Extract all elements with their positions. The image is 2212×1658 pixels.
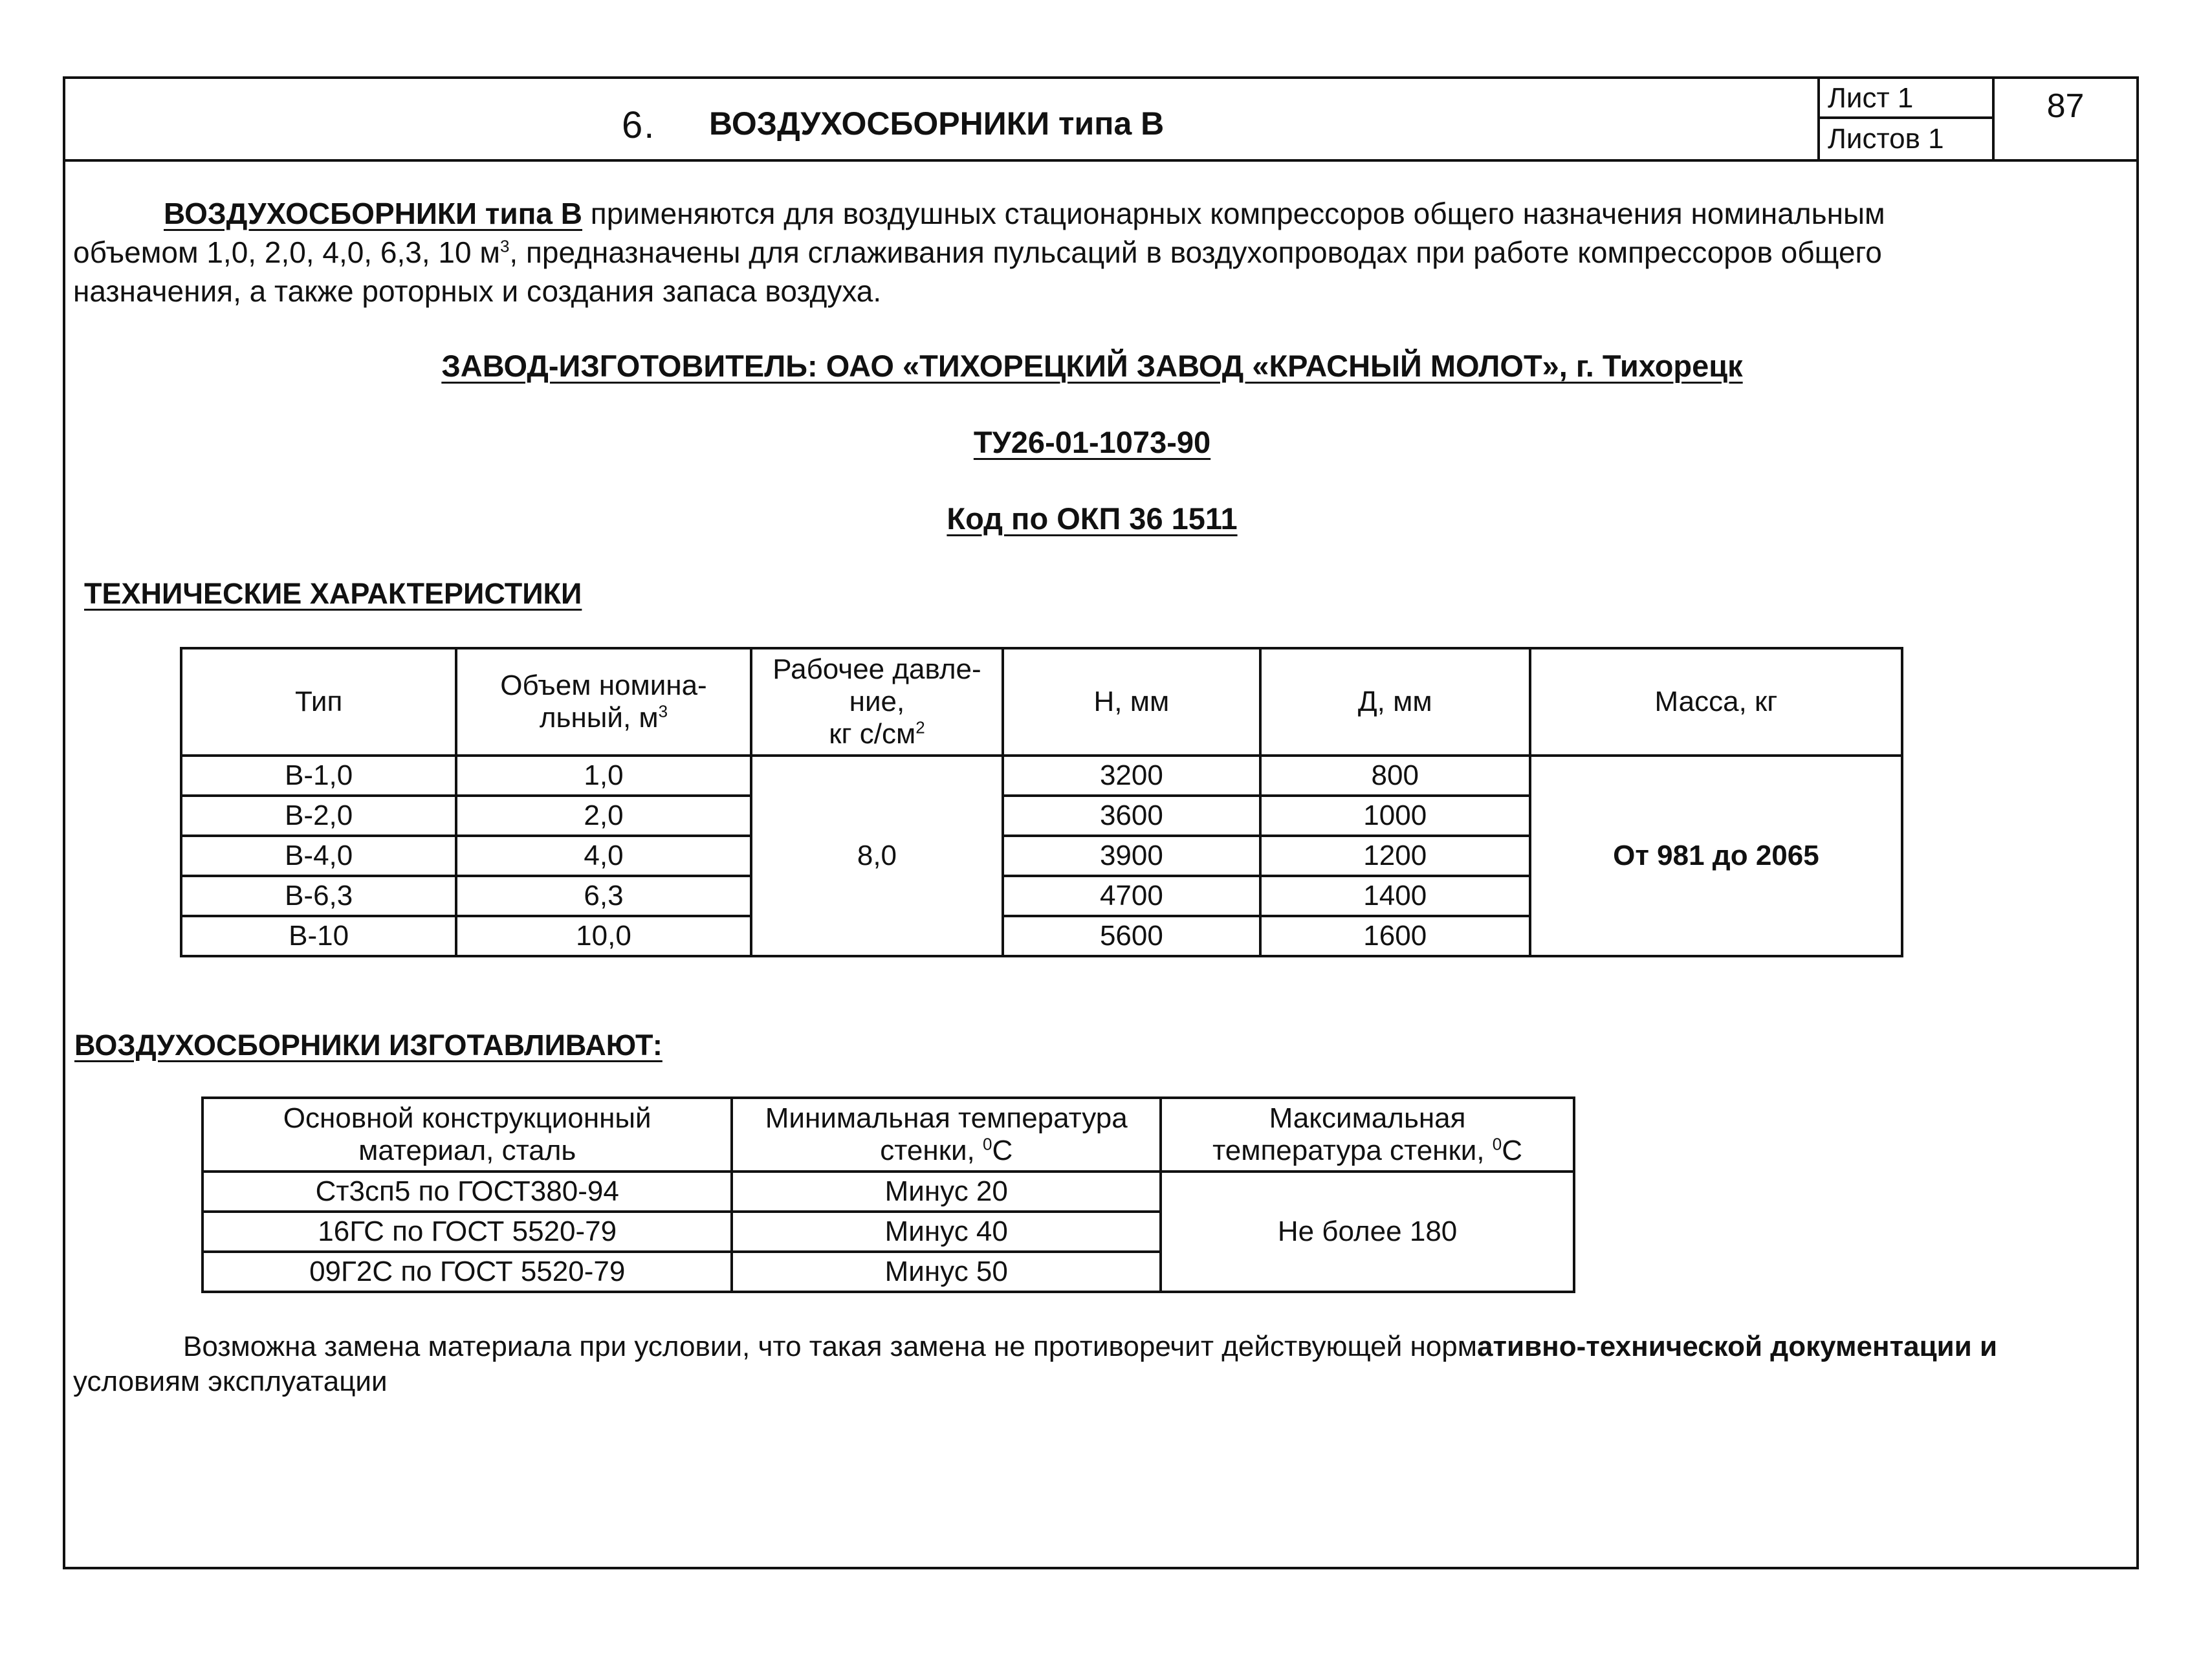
intro-line1: применяются для воздушных стационарных компрессоров общего назначения номинальным — [582, 197, 1885, 230]
cell-h: 3600 — [1003, 796, 1260, 836]
cell-mass: От 981 до 2065 — [1530, 756, 1902, 956]
cell-material: Ст3сп5 по ГОСТ380-94 — [203, 1172, 732, 1212]
cell-h: 3200 — [1003, 756, 1260, 796]
note-line1-bold: ативно-технической документации и — [1477, 1331, 1998, 1362]
intro-lead: ВОЗДУХОСБОРНИКИ типа В — [164, 197, 583, 230]
intro-line2a: объемом 1,0, 2,0, 4,0, 6,3, 10 м — [73, 235, 500, 269]
header-type: Тип — [181, 648, 456, 756]
sheet-info — [1817, 79, 1992, 159]
table-row — [181, 756, 1902, 796]
tu-code: ТУ26-01-1073-90 — [973, 425, 1211, 459]
cell-type: В-1,0 — [181, 756, 456, 796]
note-paragraph — [73, 1329, 2111, 1399]
header-h: Н, мм — [1003, 648, 1260, 756]
manufacturer-heading: ЗАВОД-ИЗГОТОВИТЕЛЬ: ОАО «ТИХОРЕЦКИЙ ЗАВОД «КРАСНЫЙ МОЛОТ», г. Тихорецк — [441, 349, 1743, 383]
intro-line3: назначения, а также роторных и создания запаса воздуха. — [73, 274, 882, 308]
header-volume: Объем номина- льный, $м^3$ — [456, 648, 750, 756]
header-min-temp: Минимальная температура стенки, $^0$С — [732, 1098, 1161, 1172]
title-block — [65, 79, 2136, 162]
cell-volume: 6,3 — [456, 876, 750, 916]
cell-min-temp: Минус 20 — [732, 1172, 1161, 1212]
page-number: 87 — [1992, 79, 2136, 159]
cell-d: 1400 — [1260, 876, 1530, 916]
section-title: ВОЗДУХОСБОРНИКИ типа В — [709, 105, 1165, 142]
header-d: Д, мм — [1260, 648, 1530, 756]
cell-type: В-6,3 — [181, 876, 456, 916]
cell-d: 1000 — [1260, 796, 1530, 836]
cell-d: 1600 — [1260, 916, 1530, 956]
specs-header-row — [181, 648, 1902, 756]
note-line2: условиям эксплуатации — [73, 1366, 388, 1397]
header-mass: Масса, кг — [1530, 648, 1902, 756]
cell-volume: 1,0 — [456, 756, 750, 796]
section-number: 6. — [622, 104, 656, 146]
cell-type: В-10 — [181, 916, 456, 956]
header-material: Основной конструкционный материал, сталь — [203, 1098, 732, 1172]
header-pressure: Рабочее давле- ние, кг $с/см^2$ — [751, 648, 1003, 756]
header-max-temp: Максимальная температура стенки, $^0$С — [1161, 1098, 1574, 1172]
sheets-count-label: Листов 1 — [1817, 119, 1992, 159]
cell-h: 3900 — [1003, 836, 1260, 876]
cell-material: 09Г2С по ГОСТ 5520-79 — [203, 1252, 732, 1292]
cell-h: 5600 — [1003, 916, 1260, 956]
cell-pressure: 8,0 — [751, 756, 1003, 956]
okp-code: Код по ОКП 36 1511 — [947, 501, 1238, 536]
cell-min-temp: Минус 40 — [732, 1212, 1161, 1252]
sheet-label: Лист 1 — [1817, 79, 1992, 119]
materials-table — [201, 1096, 1575, 1293]
cell-volume: 10,0 — [456, 916, 750, 956]
cell-d: 800 — [1260, 756, 1530, 796]
cell-min-temp: Минус 50 — [732, 1252, 1161, 1292]
table-row — [203, 1172, 1574, 1212]
specs-heading: ТЕХНИЧЕСКИЕ ХАРАКТЕРИСТИКИ — [84, 577, 582, 610]
intro-paragraph — [73, 194, 2111, 311]
specs-table — [180, 647, 1903, 957]
cell-max-temp: Не более 180 — [1161, 1172, 1574, 1292]
cell-d: 1200 — [1260, 836, 1530, 876]
intro-line2-sup: 3 — [499, 236, 510, 256]
intro-line2b: , предназначены для сглаживания пульсаций в воздухопроводах при работе компрессоров общего — [509, 235, 1882, 269]
cell-type: В-4,0 — [181, 836, 456, 876]
cell-volume: 4,0 — [456, 836, 750, 876]
materials-header-row — [203, 1098, 1574, 1172]
cell-type: В-2,0 — [181, 796, 456, 836]
cell-h: 4700 — [1003, 876, 1260, 916]
materials-heading: ВОЗДУХОСБОРНИКИ ИЗГОТАВЛИВАЮТ: — [74, 1029, 663, 1062]
note-line1: Возможна замена материала при условии, что такая замена не противоречит действующей норм — [183, 1331, 1478, 1362]
cell-volume: 2,0 — [456, 796, 750, 836]
cell-material: 16ГС по ГОСТ 5520-79 — [203, 1212, 732, 1252]
